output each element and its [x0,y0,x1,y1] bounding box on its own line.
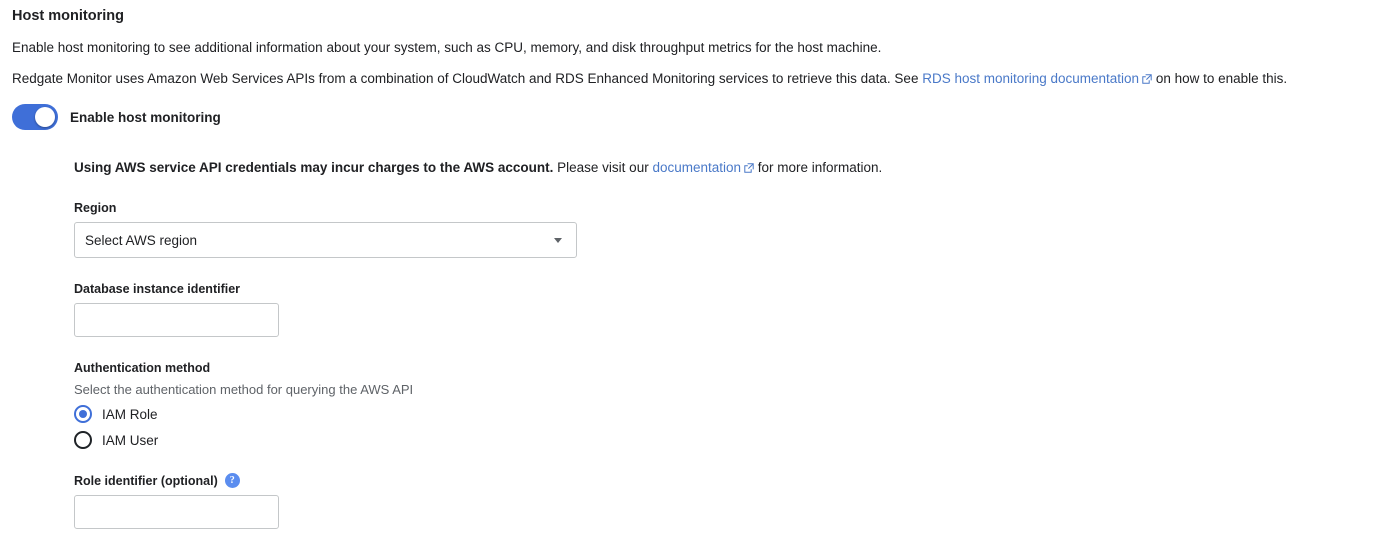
enable-host-monitoring-label: Enable host monitoring [70,109,221,125]
role-identifier-input[interactable] [74,495,279,529]
database-instance-identifier-label-text: Database instance identifier [74,282,241,296]
help-icon[interactable]: ? [225,473,240,488]
region-label-text: Region [74,201,117,215]
radio-icon [74,431,92,449]
authentication-method-label-text: Authentication method [74,361,211,375]
host-monitoring-settings [74,158,1372,529]
aws-charges-notice-text: Please visit our [553,160,653,175]
auth-option-iam-role[interactable] [74,405,1372,423]
region-label [74,201,1372,215]
radio-icon [74,405,92,423]
aws-charges-notice-suffix: for more information. [754,160,883,175]
rds-doc-link-label: RDS host monitoring documentation [922,71,1140,86]
external-link-icon [744,163,754,173]
chevron-down-icon [554,238,562,243]
info-text-prefix: Redgate Monitor uses Amazon Web Services APIs from a combination of CloudWatch and RDS Enhanced Monitoring services to retrieve this data. See [12,71,923,86]
toggle-knob [35,107,55,127]
enable-host-monitoring-toggle[interactable] [12,104,58,130]
authentication-method-hint: Select the authentication method for querying the AWS API [74,382,414,397]
section-description: Enable host monitoring to see additional information about your system, such as CPU, memory, and disk throughput metrics for the host machine. [12,40,882,55]
aws-charges-notice [74,158,1372,177]
auth-option-iam-user[interactable] [74,431,1372,449]
auth-option-iam-user-label: IAM User [102,432,159,448]
database-instance-identifier-label [74,282,1372,296]
info-text-suffix: on how to enable this. [1152,71,1288,86]
role-identifier-label-text: Role identifier (optional) [74,473,218,488]
documentation-link[interactable] [652,160,741,175]
auth-option-iam-role-label: IAM Role [102,406,158,422]
database-instance-identifier-input[interactable] [74,303,279,337]
host-monitoring-panel [0,6,1384,529]
documentation-link-label: documentation [652,160,742,175]
aws-charges-notice-bold: Using AWS service API credentials may incur charges to the AWS account. [74,160,554,175]
enable-host-monitoring-row [12,104,1372,130]
rds-host-monitoring-documentation-link[interactable] [922,71,1139,86]
region-select[interactable] [74,222,577,258]
page-title: Host monitoring [12,8,124,24]
external-link-icon [1142,74,1152,84]
role-identifier-label [74,473,1372,488]
authentication-method-label [74,361,1372,375]
section-info-paragraph [12,69,1372,88]
region-select-value: Select AWS region [85,232,198,248]
